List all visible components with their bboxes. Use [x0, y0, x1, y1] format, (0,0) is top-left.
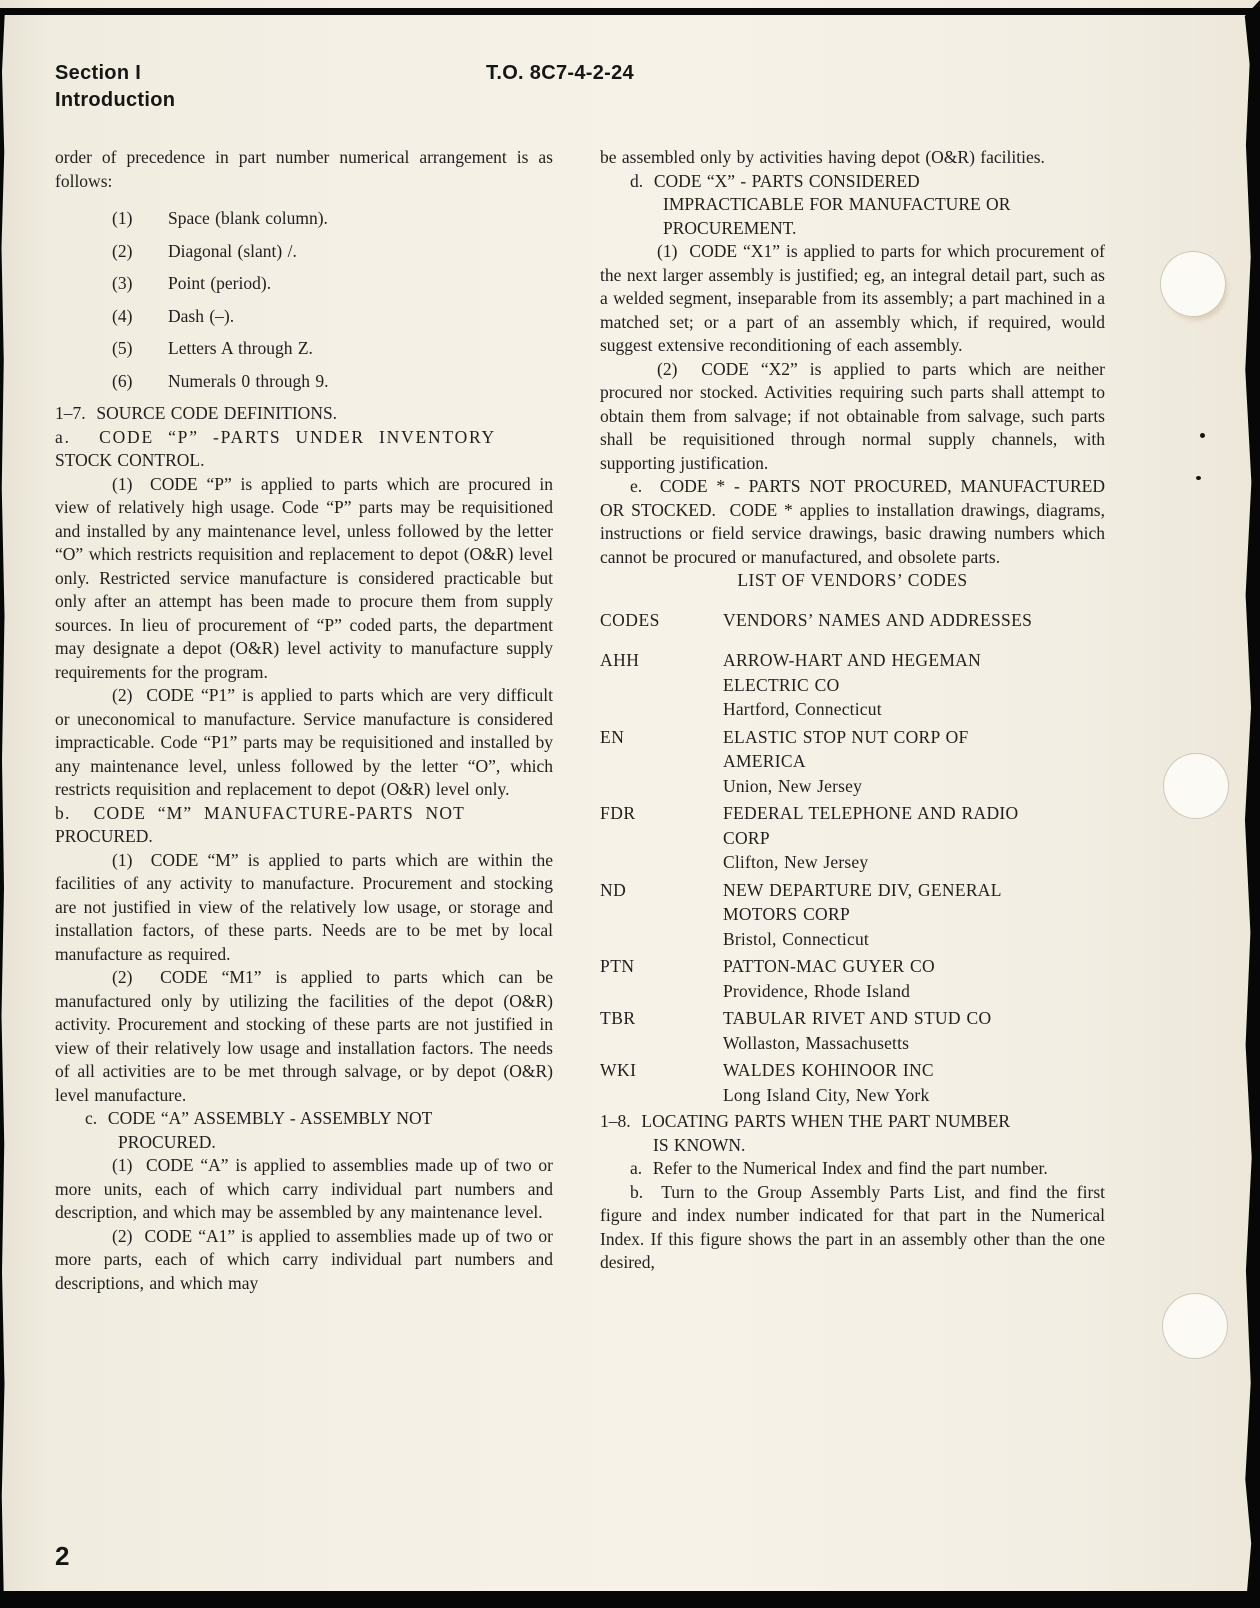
heading-line: PROCUREMENT. — [663, 217, 797, 238]
vendors-header-codes: CODES — [600, 609, 660, 630]
column-right — [600, 146, 1105, 1275]
heading-line: PROCURED. — [118, 1131, 216, 1152]
vendor-row — [600, 1058, 1105, 1107]
paragraph-code-star: e. CODE * - PARTS NOT PROCURED, MANUFACTURED OR STOCKED. CODE * applies to installation drawings, diagrams, instructions or field service drawings, basic drawing numbers which cannot be procured or manufactured, and obsolete parts. — [600, 476, 1105, 567]
list-item — [112, 305, 553, 329]
list-item — [112, 272, 553, 296]
list-item — [112, 337, 553, 361]
list-item-text: Space (blank column). — [168, 208, 328, 228]
vendors-list-title: LIST OF VENDORS’ CODES — [737, 570, 968, 590]
vendor-name-city — [723, 801, 1055, 875]
list-item — [112, 370, 553, 394]
vendor-name-city — [723, 878, 1055, 952]
vendor-code: WKI — [600, 1060, 637, 1080]
list-item-number: (2) — [112, 240, 133, 261]
punch-hole — [1163, 753, 1229, 819]
ink-speck — [1196, 476, 1201, 480]
scan-edge-right — [1244, 0, 1260, 1608]
paragraph-1-8-a: a. Refer to the Numerical Index and find the part number. — [630, 1158, 1048, 1178]
scan-edge-bottom — [0, 1591, 1260, 1608]
vendor-city: Clifton, New Jersey — [723, 852, 869, 872]
subsection-heading-a — [55, 426, 553, 473]
list-item-number: (1) — [112, 208, 133, 228]
heading-line: IS KNOWN. — [653, 1134, 746, 1155]
vendor-code: AHH — [600, 650, 640, 670]
subsection-heading-c — [55, 1107, 553, 1154]
vendor-code: TBR — [600, 1008, 636, 1028]
section-heading-1-8 — [600, 1110, 1105, 1157]
heading-line: IMPRACTICABLE FOR MANUFACTURE OR — [663, 194, 1011, 214]
vendor-name: ARROW-HART AND HEGEMAN ELECTRIC CO — [723, 650, 982, 695]
list-item-text: Point (period). — [168, 273, 272, 293]
vendor-name: ELASTIC STOP NUT CORP OF AMERICA — [723, 726, 969, 771]
vendor-name-city — [723, 1058, 1055, 1107]
vendor-name-city — [723, 954, 1055, 1003]
vendor-row — [600, 648, 1105, 722]
ink-speck — [1200, 433, 1205, 438]
punch-hole — [1160, 251, 1226, 317]
vendor-city: Hartford, Connecticut — [723, 699, 882, 719]
column-left — [55, 146, 553, 1295]
list-item — [112, 207, 553, 231]
list-item-number: (4) — [112, 305, 133, 326]
paragraph-code-p2: (2) CODE “P1” is applied to parts which are very difficult or uneconomical to manufacture. Service manufacture is considered impracticable. Code “P1” parts may be requisitioned and installed by any maintenance level, unless followed by the letter “O”, which restricts requisition and replacement to depot (O&R) level only. — [55, 685, 553, 799]
vendor-name: PATTON-MAC GUYER CO — [723, 956, 935, 976]
list-item-text: Dash (–). — [168, 305, 235, 326]
vendors-table — [600, 648, 1105, 1107]
paragraph-continuation: be assembled only by activities having depot (O&R) facilities. — [600, 147, 1045, 167]
paragraph-intro-continuation: order of precedence in part number numerical arrangement is as follows: — [55, 147, 553, 191]
heading-line: a. CODE “P” -PARTS UNDER INVENTORY — [55, 426, 496, 447]
vendors-table-header — [600, 609, 1105, 633]
vendor-code: EN — [600, 726, 625, 747]
vendor-row — [600, 878, 1105, 952]
heading-line: STOCK CONTROL. — [55, 450, 205, 470]
page-number: 2 — [55, 1541, 70, 1571]
heading-line: 1–8. LOCATING PARTS WHEN THE PART NUMBER — [600, 1111, 1011, 1131]
section-line: Introduction — [55, 89, 176, 111]
paragraph-1-8-b: b. Turn to the Group Assembly Parts List, and find the first figure and index number indicated for that part in the Numerical Index. If this figure shows the part in an assembly other than the one desired, — [600, 1181, 1105, 1272]
vendor-city: Union, New Jersey — [723, 775, 863, 796]
list-item-text: Letters A through Z. — [168, 338, 313, 358]
paragraph-code-m2: (2) CODE “M1” is applied to parts which can be manufactured only by utilizing the facilities of the depot (O&R) activity. Procurement and stocking of these parts are not justified in view of their relatively low usage and installation factors. The needs of all activities are to be met through salvage, or by depot (O&R) level manufacture. — [55, 967, 553, 1105]
vendors-header-names: VENDORS’ NAMES AND ADDRESSES — [723, 609, 1033, 630]
list-item-text: Diagonal (slant) /. — [168, 240, 297, 261]
list-item-number: (6) — [112, 370, 133, 391]
vendor-code: PTN — [600, 956, 635, 976]
vendor-name-city — [723, 1006, 1055, 1055]
paragraph-code-x1: (1) CODE “X1” is applied to parts for which procurement of the next larger assembly is justified; eg, an integral detail part, such as a welded segment, inseparable from its assembly; a part machined in a matched set; or a part of an assembly which, if required, would suggest extensive reconditioning of each assembly. — [600, 241, 1105, 355]
precedence-list — [112, 207, 553, 393]
vendor-city: Wollaston, Massachusetts — [723, 1032, 910, 1053]
scan-edge-left — [0, 8, 5, 1608]
vendor-row — [600, 801, 1105, 875]
subsection-heading-b — [55, 802, 553, 849]
paragraph-code-a1: (1) CODE “A” is applied to assemblies made up of two or more units, each of which carry individual part numbers and description, and which may be assembled by any maintenance level. — [55, 1155, 553, 1222]
vendor-code: FDR — [600, 803, 636, 823]
paragraph-code-m1: (1) CODE “M” is applied to parts which are within the facilities of any activity to manufacture. Procurement and stocking are not justified in view of the relatively low usage, or storage and installation factors, of these parts. Needs are to be met by local manufacture as required. — [55, 849, 553, 964]
vendor-name: WALDES KOHINOOR INC — [723, 1060, 934, 1080]
punch-hole — [1162, 1293, 1228, 1359]
paragraph-code-p1: (1) CODE “P” is applied to parts which are procured in view of relatively high usage. Code “P” parts may be requisitioned and installed by any maintenance level, unless followed by the letter “O” which restricts requisition and replacement to depot (O&R) level only. Restricted service manufacture is considered practicable but only after an attempt has been made to procure them from supply sources. In lieu of procurement of “P” coded parts, the department may designate a depot (O&R) level activity to manufacture supply requirements for the program. — [55, 473, 553, 682]
vendor-name-city — [723, 725, 1055, 799]
heading-line: d. CODE “X” - PARTS CONSIDERED — [630, 170, 920, 191]
vendor-city: Long Island City, New York — [723, 1084, 930, 1105]
vendor-code: ND — [600, 879, 627, 900]
vendor-name: TABULAR RIVET AND STUD CO — [723, 1008, 992, 1028]
list-item-text: Numerals 0 through 9. — [168, 370, 329, 391]
vendor-row — [600, 725, 1105, 799]
paragraph-code-x2: (2) CODE “X2” is applied to parts which are neither procured nor stocked. Activities requiring such parts shall attempt to obtain them from salvage; if not obtainable from salvage, such parts shall be requisitioned through normal supply channels, with supporting justification. — [600, 358, 1105, 473]
section-heading-1-7: 1–7. SOURCE CODE DEFINITIONS. — [55, 403, 338, 423]
vendor-row — [600, 1006, 1105, 1055]
vendor-row — [600, 954, 1105, 1003]
list-item-number: (3) — [112, 273, 133, 293]
heading-line: c. CODE “A” ASSEMBLY - ASSEMBLY NOT — [85, 1108, 433, 1128]
header-to-number: T.O. 8C7-4-2-24 — [486, 62, 634, 84]
vendor-name: NEW DEPARTURE DIV, GENERAL MOTORS CORP — [723, 879, 1002, 924]
paragraph-code-a2: (2) CODE “A1” is applied to assemblies made up of two or more parts, each of which carry individual part numbers and descriptions, and which may — [55, 1225, 553, 1293]
section-line: Section I — [55, 62, 142, 84]
heading-line: PROCURED. — [55, 826, 153, 846]
heading-line: b. CODE “M” MANUFACTURE-PARTS NOT — [55, 802, 466, 823]
vendor-name-city — [723, 648, 1055, 722]
vendor-city: Bristol, Connecticut — [723, 928, 869, 949]
list-item-number: (5) — [112, 338, 133, 358]
scan-edge-top — [0, 8, 1260, 15]
vendor-name: FEDERAL TELEPHONE AND RADIO CORP — [723, 803, 1019, 848]
vendor-city: Providence, Rhode Island — [723, 980, 911, 1001]
subsection-heading-d — [600, 170, 1105, 241]
list-item — [112, 240, 553, 264]
